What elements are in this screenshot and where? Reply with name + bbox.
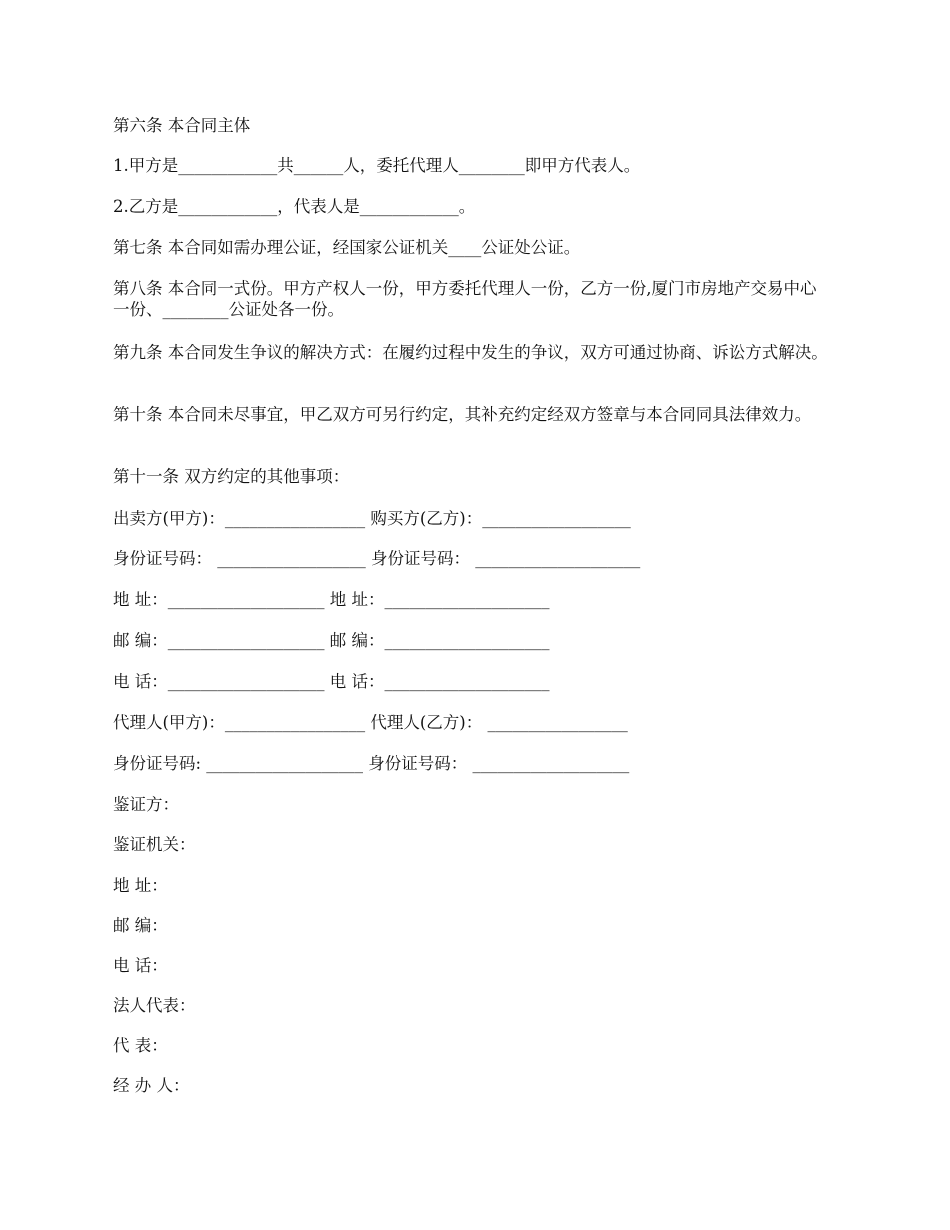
certifier-address-label: 地 址：: [113, 876, 168, 895]
article-9-disputes: 第九条 本合同发生争议的解决方式：在履约过程中发生的争议，双方可通过协商、诉讼方式解决。: [113, 343, 828, 362]
certifier-label: 鉴证方：: [113, 795, 179, 814]
agent-signature-line: 代理人(甲方)：_________________ 代理人(乙方)： _________________: [113, 713, 628, 732]
seller-buyer-signature-line: 出卖方(甲方)：_________________ 购买方(乙方)：__________________: [113, 509, 631, 528]
legal-representative-label: 法人代表：: [113, 996, 196, 1015]
article-10-supplement: 第十条 本合同未尽事宜，甲乙双方可另行约定，其补充约定经双方签章与本合同同具法律效力。: [113, 405, 812, 424]
agent-id-number-line: 身份证号码: ___________________ 身份证号码： ___________________: [113, 754, 630, 773]
certifier-postcode-label: 邮 编：: [113, 916, 168, 935]
postcode-line: 邮 编：___________________ 邮 编：____________________: [113, 631, 550, 650]
certifier-phone-label: 电 话：: [113, 956, 168, 975]
address-line: 地 址：___________________ 地 址：____________________: [113, 590, 550, 609]
article-7-notarization: 第七条 本合同如需办理公证，经国家公证机关____公证处公证。: [113, 238, 581, 257]
article-8-copies: 第八条 本合同一式份。甲方产权人一份，甲方委托代理人一份，乙方一份,厦门市房地产交易中心一份、________公证处各一份。: [113, 279, 817, 319]
phone-line: 电 话：___________________ 电 话：____________________: [113, 672, 550, 691]
representative-label: 代 表：: [113, 1036, 168, 1055]
handler-label: 经 办 人：: [113, 1076, 190, 1095]
certifying-authority-label: 鉴证机关：: [113, 835, 196, 854]
article-6-heading: 第六条 本合同主体: [113, 116, 251, 135]
party-b-clause: 2.乙方是____________，代表人是____________。: [113, 197, 476, 216]
party-a-clause: 1.甲方是____________共______人，委托代理人________即甲方代表人。: [113, 156, 641, 175]
article-11-other-matters: 第十一条 双方约定的其他事项：: [113, 467, 350, 486]
id-number-line: 身份证号码： __________________ 身份证号码： ____________________: [113, 549, 641, 568]
